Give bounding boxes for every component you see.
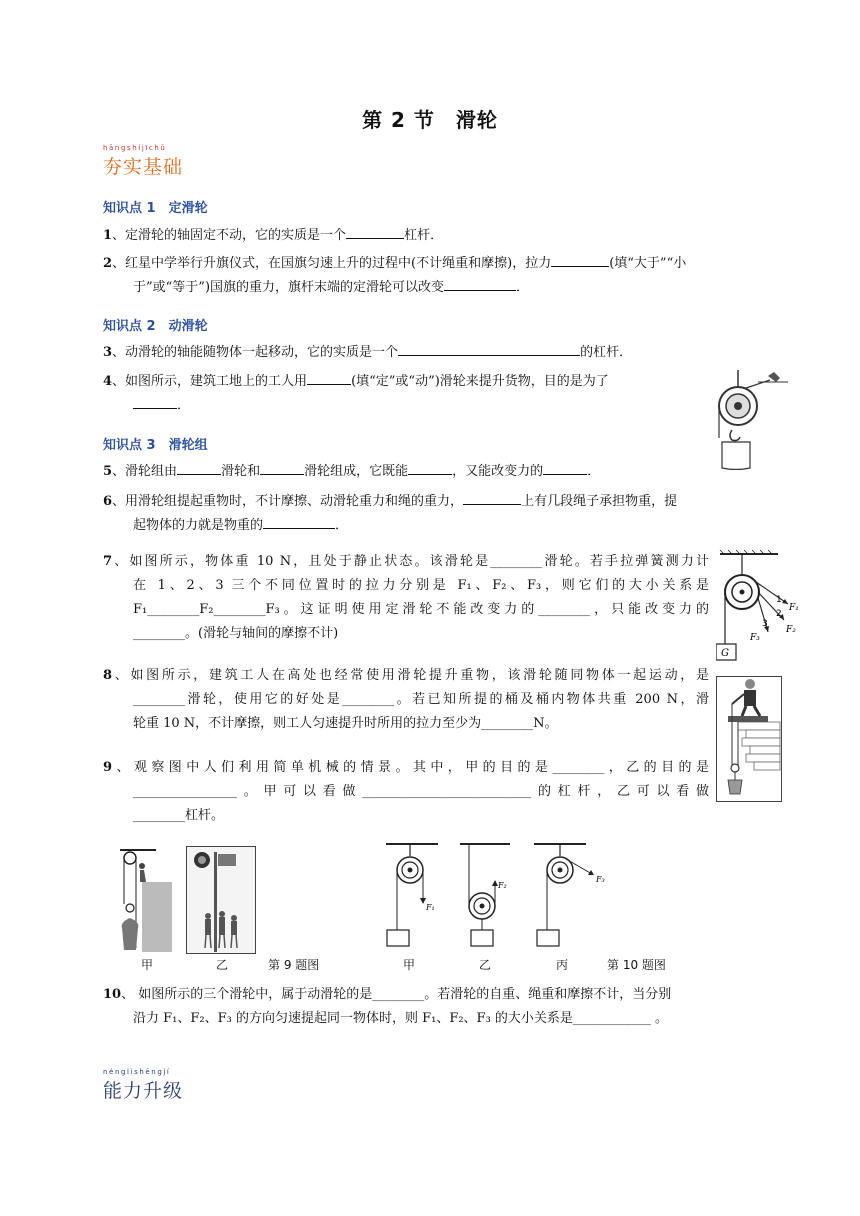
- question-7: [103, 550, 709, 646]
- question-text: ．: [587, 464, 601, 479]
- force-f1-label: F₁: [789, 603, 799, 613]
- figure-10: [380, 838, 620, 952]
- knowledge-point-3: 知识点 3 滑轮组: [103, 438, 208, 453]
- section-heading: 能力升级: [103, 1080, 184, 1102]
- question-text: (填“大于”“小: [609, 256, 687, 271]
- question-6: [103, 490, 763, 538]
- question-text: F₁________F₂________F₃。这证明使用定滑轮不能改变力的________，只能改变力的: [133, 602, 709, 617]
- question-number: 3: [103, 345, 113, 360]
- force-f3-label: F₃: [750, 633, 760, 643]
- question-text: 沿力 F₁、F₂、F₃ 的方向匀速提起同一物体时，则 F₁、F₂、F₃ 的大小关系是____________ 。: [133, 1011, 669, 1026]
- question-8-figure: [716, 676, 782, 802]
- answer-blank[interactable]: [551, 252, 609, 267]
- figure-9-yi-label: 乙: [216, 958, 229, 972]
- question-text: 的杠杆．: [580, 345, 633, 360]
- position-3-label: 3: [762, 619, 768, 629]
- question-1: [103, 224, 443, 248]
- question-number: 5: [103, 464, 113, 479]
- question-text: 滑轮和: [221, 464, 261, 479]
- force-f2-label: F₂: [498, 881, 507, 890]
- question-number: 4: [103, 374, 113, 389]
- position-1-label: 1: [776, 595, 782, 605]
- question-text: ．: [516, 280, 530, 295]
- question-2: [103, 252, 763, 300]
- answer-blank[interactable]: [346, 224, 404, 239]
- figure-9-jia-label: 甲: [141, 958, 154, 972]
- question-number: 10: [103, 987, 122, 1002]
- question-number: 2: [103, 256, 113, 271]
- question-text: 、用滑轮组提起重物时，不计摩擦、动滑轮重力和绳的重力，: [112, 494, 464, 509]
- answer-blank[interactable]: [398, 341, 580, 356]
- figure-9-caption: 第 9 题图: [268, 958, 320, 972]
- question-text: 、红星中学举行升旗仪式，在国旗匀速上升的过程中(不计绳重和摩擦)，拉力: [112, 256, 552, 271]
- knowledge-point-1: 知识点 1 定滑轮: [103, 201, 208, 216]
- question-text: 起物体的力就是物重的: [133, 518, 264, 533]
- question-4-figure: [710, 368, 792, 470]
- question-text: ．: [177, 398, 191, 413]
- question-text: 、如图所示，建筑工人在高处也经常使用滑轮提升重物，该滑轮随同物体一起运动，是: [112, 668, 709, 683]
- question-text: ．: [335, 518, 349, 533]
- question-text: ________。(滑轮与轴间的摩擦不计): [133, 626, 339, 641]
- position-2-label: 2: [776, 609, 782, 619]
- question-number: 7: [103, 554, 113, 569]
- question-text: 在 1、2、3 三个不同位置时的拉力分别是 F₁、F₂、F₃，则它们的大小关系是: [133, 578, 709, 593]
- question-text: 、滑轮组由: [112, 464, 178, 479]
- question-8: [103, 664, 709, 736]
- section-advanced: [103, 1068, 183, 1103]
- question-text: ，又能改变力的: [452, 464, 544, 479]
- section-foundation: [103, 144, 183, 179]
- question-text: 于”或“等于”)国旗的重力，旗杆末端的定滑轮可以改变: [133, 280, 445, 295]
- answer-blank[interactable]: [307, 370, 351, 385]
- answer-blank[interactable]: [133, 394, 177, 409]
- question-text: 、如图所示，物体重 10 N，且处于静止状态。该滑轮是________滑轮。若手拉弹簧测力计: [112, 554, 709, 569]
- figure-10-bing-label: 丙: [556, 958, 569, 972]
- question-text: ________杠杆。: [133, 808, 225, 823]
- page-title: 第 2 节 滑轮: [362, 108, 498, 132]
- question-number: 1: [103, 228, 113, 243]
- answer-blank[interactable]: [177, 460, 221, 475]
- answer-blank[interactable]: [263, 514, 335, 529]
- force-f3-label: F₃: [596, 875, 605, 884]
- question-10: [103, 983, 763, 1031]
- answer-blank[interactable]: [463, 490, 521, 505]
- force-f1-label: F₁: [426, 903, 435, 912]
- section-pinyin: hāngshíjīchǔ: [103, 144, 167, 152]
- answer-blank[interactable]: [408, 460, 452, 475]
- figure-9-yi: [186, 846, 256, 954]
- question-7-figure: [716, 548, 806, 664]
- question-text: 、如图所示，建筑工地上的工人用: [112, 374, 308, 389]
- question-text: 、动滑轮的轴能随物体一起移动，它的实质是一个: [112, 345, 399, 360]
- question-text: 滑轮组成，它既能: [304, 464, 409, 479]
- question-text: ________滑轮，使用它的好处是________。若已知所提的桶及桶内物体共重 200 N，滑: [133, 692, 709, 707]
- question-text: 上有几段绳子承担物重，提: [521, 494, 678, 509]
- question-4: [103, 370, 703, 418]
- question-text: 、 如图所示的三个滑轮中，属于动滑轮的是________。若滑轮的自重、绳重和摩擦不计，当分别: [121, 987, 672, 1002]
- question-5: [103, 460, 600, 484]
- figure-10-yi-label: 乙: [479, 958, 492, 972]
- question-text: (填“定”或“动”)滑轮来提升货物，目的是为了: [351, 374, 609, 389]
- question-text: 轮重 10 N，不计摩擦，则工人匀速提升时所用的拉力至少为________N。: [133, 716, 558, 731]
- force-f2-label: F₂: [786, 625, 796, 635]
- question-text: ________________。甲可以看做__________________________的杠杆，乙可以看做: [133, 784, 709, 799]
- question-number: 6: [103, 494, 113, 509]
- question-text: 杠杆．: [404, 228, 444, 243]
- knowledge-point-2: 知识点 2 动滑轮: [103, 319, 208, 334]
- question-3: [103, 341, 632, 365]
- figure-10-jia-label: 甲: [403, 958, 416, 972]
- section-heading: 夯实基础: [103, 156, 184, 178]
- question-number: 9: [103, 760, 113, 775]
- weight-label: G: [721, 648, 729, 659]
- question-number: 8: [103, 668, 113, 683]
- question-text: 、定滑轮的轴固定不动，它的实质是一个: [112, 228, 347, 243]
- question-9: [103, 756, 709, 828]
- figure-9-jia: [118, 844, 174, 954]
- figure-10-caption: 第 10 题图: [607, 958, 666, 972]
- section-pinyin: nénglìshēngjí: [103, 1068, 171, 1076]
- answer-blank[interactable]: [444, 276, 516, 291]
- answer-blank[interactable]: [543, 460, 587, 475]
- question-text: 、观察图中人们利用简单机械的情景。其中，甲的目的是________，乙的目的是: [112, 760, 709, 775]
- answer-blank[interactable]: [260, 460, 304, 475]
